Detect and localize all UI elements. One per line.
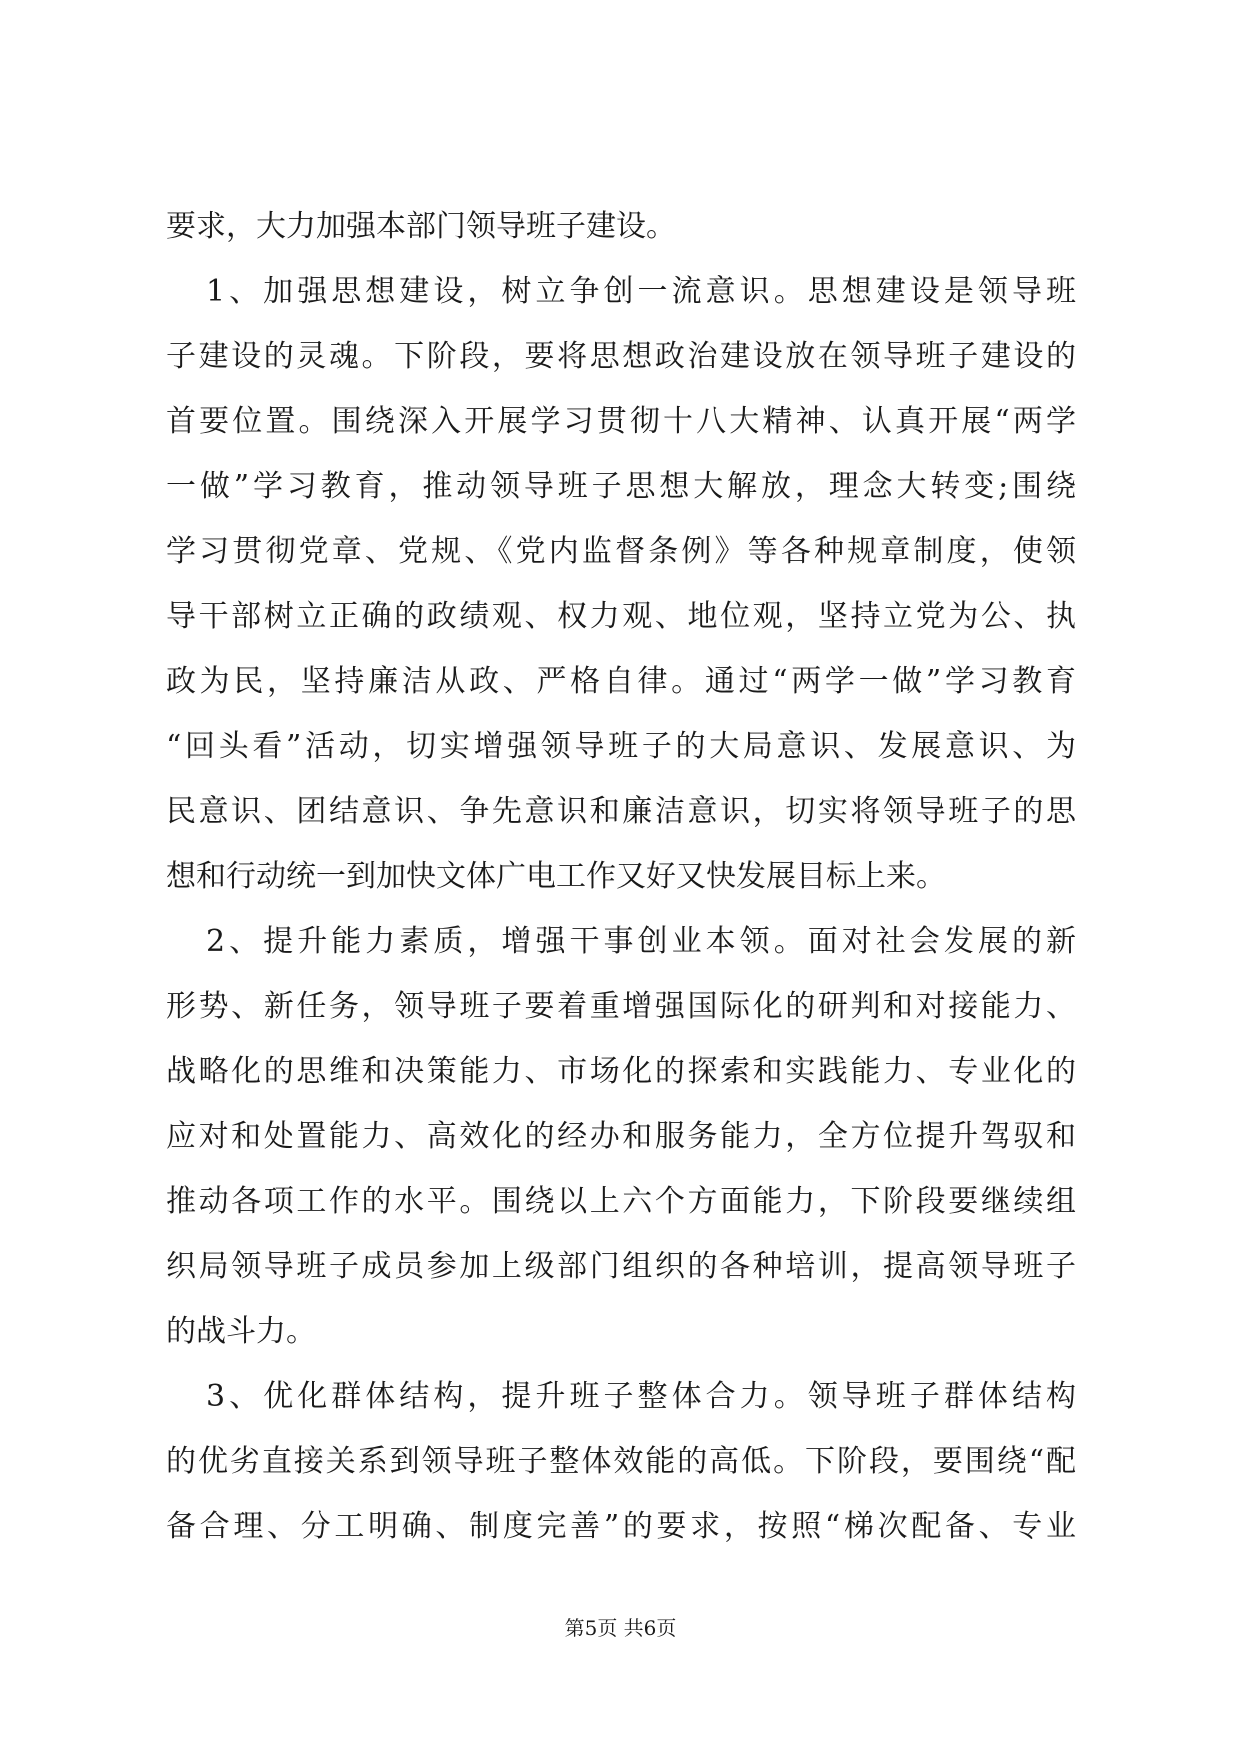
text-line: 一做”学习教育，推动领导班子思想大解放，理念大转变;围绕 [166, 469, 1076, 504]
paragraph-1-first-line: 1、加强思想建设，树立争创一流意识。思想建设是领导班 [206, 274, 1076, 309]
text-line: 首要位置。围绕深入开展学习贯彻十八大精神、认真开展“两学 [166, 404, 1076, 439]
text-line: “回头看”活动，切实增强领导班子的大局意识、发展意识、为 [166, 729, 1076, 764]
text-line: 备合理、分工明确、制度完善”的要求，按照“梯次配备、专业 [166, 1509, 1076, 1544]
text-line: 学习贯彻党章、党规、《党内监督条例》等各种规章制度，使领 [166, 534, 1076, 569]
page-number-footer: 第5页 共6页 [564, 1616, 677, 1640]
text-line: 形势、新任务，领导班子要着重增强国际化的研判和对接能力、 [166, 989, 1076, 1024]
text-line: 的战斗力。 [166, 1314, 316, 1349]
paragraph-3-first-line: 3、优化群体结构，提升班子整体合力。领导班子群体结构 [206, 1379, 1076, 1414]
text-line: 的优劣直接关系到领导班子整体效能的高低。下阶段，要围绕“配 [166, 1444, 1076, 1479]
text-line: 织局领导班子成员参加上级部门组织的各种培训，提高领导班子 [166, 1249, 1076, 1284]
paragraph-2-first-line: 2、提升能力素质，增强干事创业本领。面对社会发展的新 [206, 924, 1076, 959]
text-line: 应对和处置能力、高效化的经办和服务能力，全方位提升驾驭和 [166, 1119, 1076, 1154]
text-line: 推动各项工作的水平。围绕以上六个方面能力，下阶段要继续组 [166, 1184, 1076, 1219]
text-line: 想和行动统一到加快文体广电工作又好又快发展目标上来。 [166, 859, 946, 894]
body-text [166, 204, 1076, 1569]
text-line: 导干部树立正确的政绩观、权力观、地位观，坚持立党为公、执 [166, 599, 1076, 634]
text-line: 子建设的灵魂。下阶段，要将思想政治建设放在领导班子建设的 [166, 339, 1076, 374]
text-line: 民意识、团结意识、争先意识和廉洁意识，切实将领导班子的思 [166, 794, 1076, 829]
text-line: 政为民，坚持廉洁从政、严格自律。通过“两学一做”学习教育 [166, 664, 1076, 699]
text-line: 要求，大力加强本部门领导班子建设。 [166, 209, 676, 244]
text-line: 战略化的思维和决策能力、市场化的探索和实践能力、专业化的 [166, 1054, 1076, 1089]
